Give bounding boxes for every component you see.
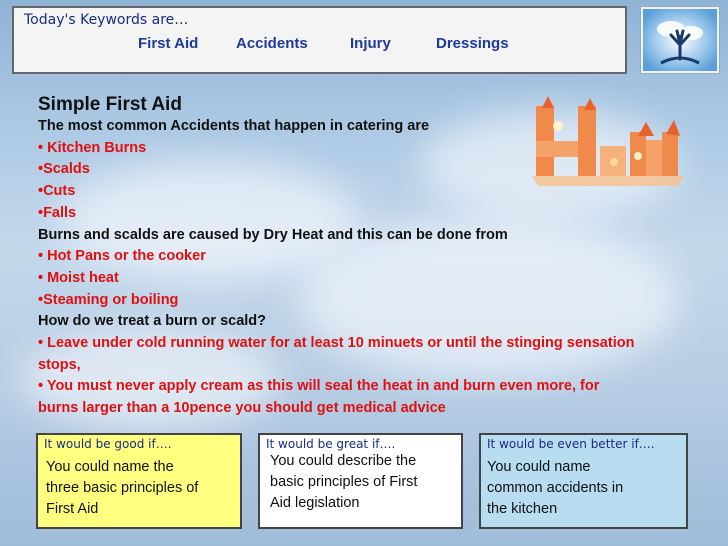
great-if-line: You could describe the bbox=[270, 453, 417, 469]
content-line: • You must never apply cream as this will seal the heat in and burn even more, for bbox=[38, 378, 600, 395]
keywords-box bbox=[12, 6, 627, 74]
even-better-if-text bbox=[487, 457, 623, 520]
keyword-dressings: Dressings bbox=[436, 35, 509, 52]
great-if-line: basic principles of First bbox=[270, 474, 418, 490]
even-better-if-line: common accidents in bbox=[487, 480, 624, 496]
content-line: stops, bbox=[38, 356, 81, 373]
even-better-if-box bbox=[479, 433, 688, 529]
content-line: •Steaming or boiling bbox=[38, 291, 179, 308]
page-heading: Simple First Aid bbox=[38, 94, 182, 115]
content-line: • Moist heat bbox=[38, 269, 119, 286]
good-if-box bbox=[36, 433, 242, 529]
good-if-line: three basic principles of bbox=[46, 480, 199, 496]
good-if-line: First Aid bbox=[46, 501, 99, 517]
great-if-box bbox=[258, 433, 463, 529]
tree-figure-icon bbox=[641, 7, 719, 73]
content-line: • Hot Pans or the cooker bbox=[38, 248, 206, 265]
keyword-accidents: Accidents bbox=[236, 35, 308, 52]
content-line: Burns and scalds are caused by Dry Heat and this can be done from bbox=[38, 226, 508, 243]
content-line: •Scalds bbox=[38, 161, 90, 178]
content-line: • Leave under cold running water for at least 10 minuets or until the stinging sensation bbox=[38, 335, 635, 352]
even-better-if-line: the kitchen bbox=[487, 501, 558, 517]
fire-illustration bbox=[528, 96, 688, 191]
keyword-injury: Injury bbox=[350, 35, 391, 52]
great-if-text bbox=[270, 451, 417, 514]
even-better-if-title: It would be even better if…. bbox=[487, 437, 655, 451]
content-line: •Cuts bbox=[38, 183, 76, 200]
good-if-line: You could name the bbox=[46, 459, 174, 475]
good-if-title: It would be good if…. bbox=[44, 437, 172, 451]
even-better-if-line: You could name bbox=[487, 459, 591, 475]
school-logo bbox=[640, 6, 720, 74]
content-line: burns larger than a 10pence you should get medical advice bbox=[38, 400, 446, 417]
keywords-title: Today's Keywords are… bbox=[24, 12, 189, 28]
content-line: The most common Accidents that happen in catering are bbox=[38, 118, 430, 134]
great-if-line: Aid legislation bbox=[270, 495, 360, 511]
content-line: How do we treat a burn or scald? bbox=[38, 313, 267, 330]
content-line: • Kitchen Burns bbox=[38, 139, 147, 156]
good-if-text bbox=[46, 457, 198, 520]
content-line: •Falls bbox=[38, 204, 77, 221]
keyword-first-aid: First Aid bbox=[138, 35, 199, 52]
great-if-title: It would be great if…. bbox=[266, 437, 396, 451]
